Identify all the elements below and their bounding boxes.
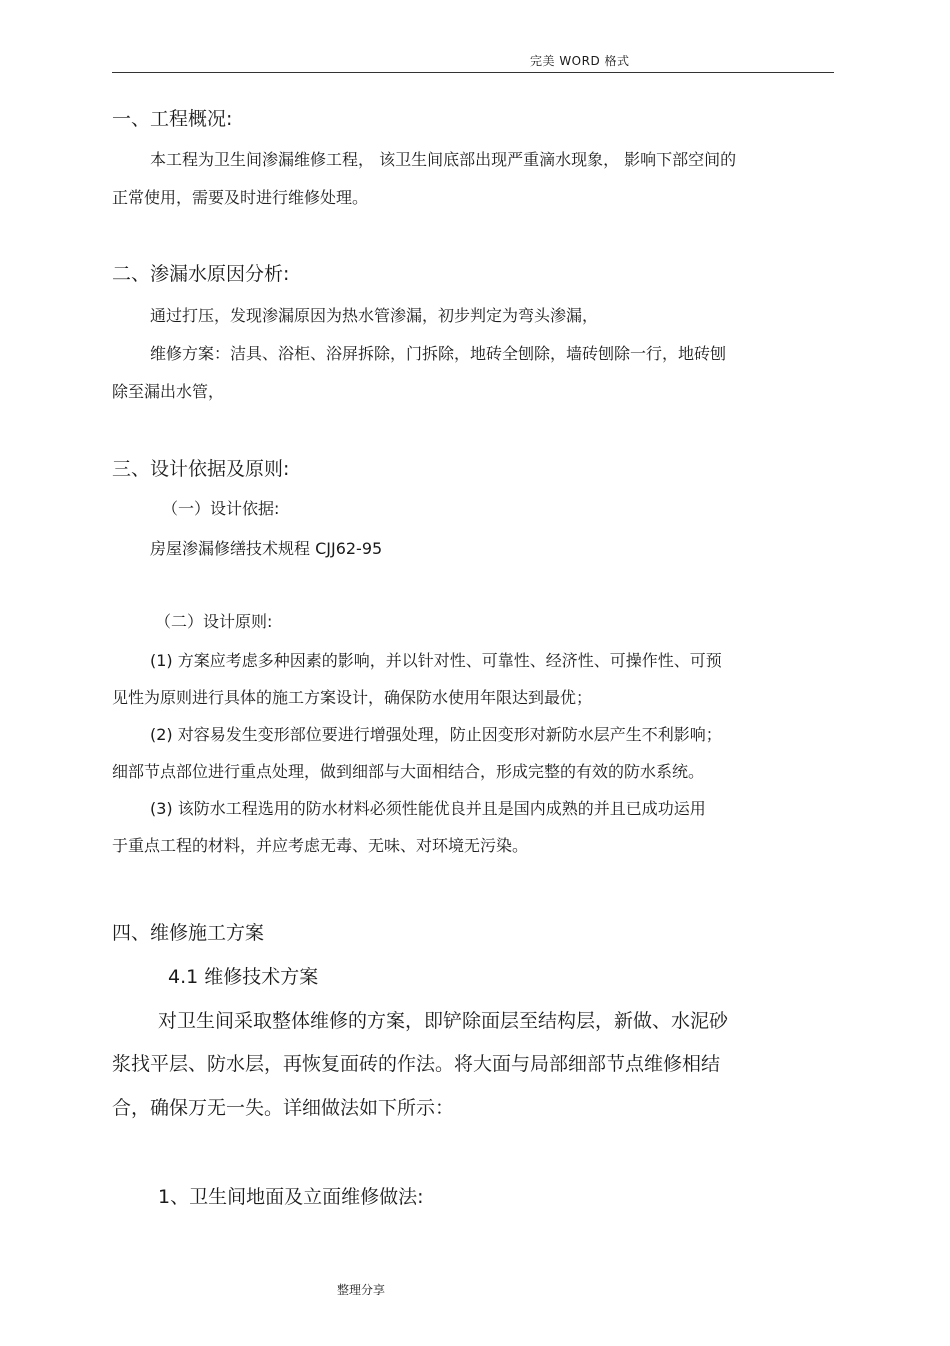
section1-line1: 本工程为卫生间渗漏维修工程， 该卫生间底部出现严重滴水现象， 影响下部空间的: [150, 150, 737, 169]
principle1-line2: 见性为原则进行具体的施工方案设计，确保防水使用年限达到最优；: [112, 688, 593, 707]
principle2-line1: (2) 对容易发生变形部位要进行增强处理，防止因变形对新防水层产生不利影响；: [150, 725, 722, 744]
section2-line3: 除至漏出水管，: [112, 382, 225, 401]
design-basis-text: 房屋渗漏修缮技术规程 CJJ62-95: [150, 539, 383, 558]
design-basis-heading: （一）设计依据:: [162, 499, 280, 518]
section2-line2: 维修方案：洁具、浴柜、浴屏拆除，门拆除，地砖全刨除，墙砖刨除一行，地砖刨: [150, 344, 727, 363]
principle3-line1: (3) 该防水工程选用的防水材料必须性能优良并且是国内成熟的并且已成功运用: [150, 799, 706, 818]
section4-line2: 浆找平层、防水层，再恢复面砖的作法。将大面与局部细部节点维修相结: [112, 1053, 721, 1075]
page-header: 完美 WORD 格式: [530, 54, 630, 68]
section4-title: 四、维修施工方案: [112, 922, 265, 944]
principle3-line2: 于重点工程的材料，并应考虑无毒、无味、对环境无污染。: [112, 836, 529, 855]
principle1-line1: (1) 方案应考虑多种因素的影响，并以针对性、可靠性、经济性、可操作性、可预: [150, 651, 722, 670]
design-principle-heading: （二）设计原则:: [155, 612, 273, 631]
principle2-line2: 细部节点部位进行重点处理，做到细部与大面相结合，形成完整的有效的防水系统。: [112, 762, 705, 781]
section2-line1: 通过打压，发现渗漏原因为热水管渗漏，初步判定为弯头渗漏，: [150, 306, 599, 325]
section4-line1: 对卫生间采取整体维修的方案，即铲除面层至结构层，新做、水泥砂: [158, 1010, 729, 1032]
section1-title: 一、工程概况:: [112, 108, 233, 130]
section1-line2: 正常使用，需要及时进行维修处理。: [112, 188, 369, 207]
section4-item1: 1、卫生间地面及立面维修做法:: [158, 1186, 424, 1208]
section3-title: 三、设计依据及原则:: [112, 458, 290, 480]
section2-title: 二、渗漏水原因分析:: [112, 263, 290, 285]
header-divider: [112, 72, 834, 73]
section4-line3: 合，确保万无一失。详细做法如下所示：: [112, 1097, 455, 1119]
section4-subtitle: 4.1 维修技术方案: [168, 966, 319, 988]
page-footer: 整理分享: [337, 1283, 386, 1297]
